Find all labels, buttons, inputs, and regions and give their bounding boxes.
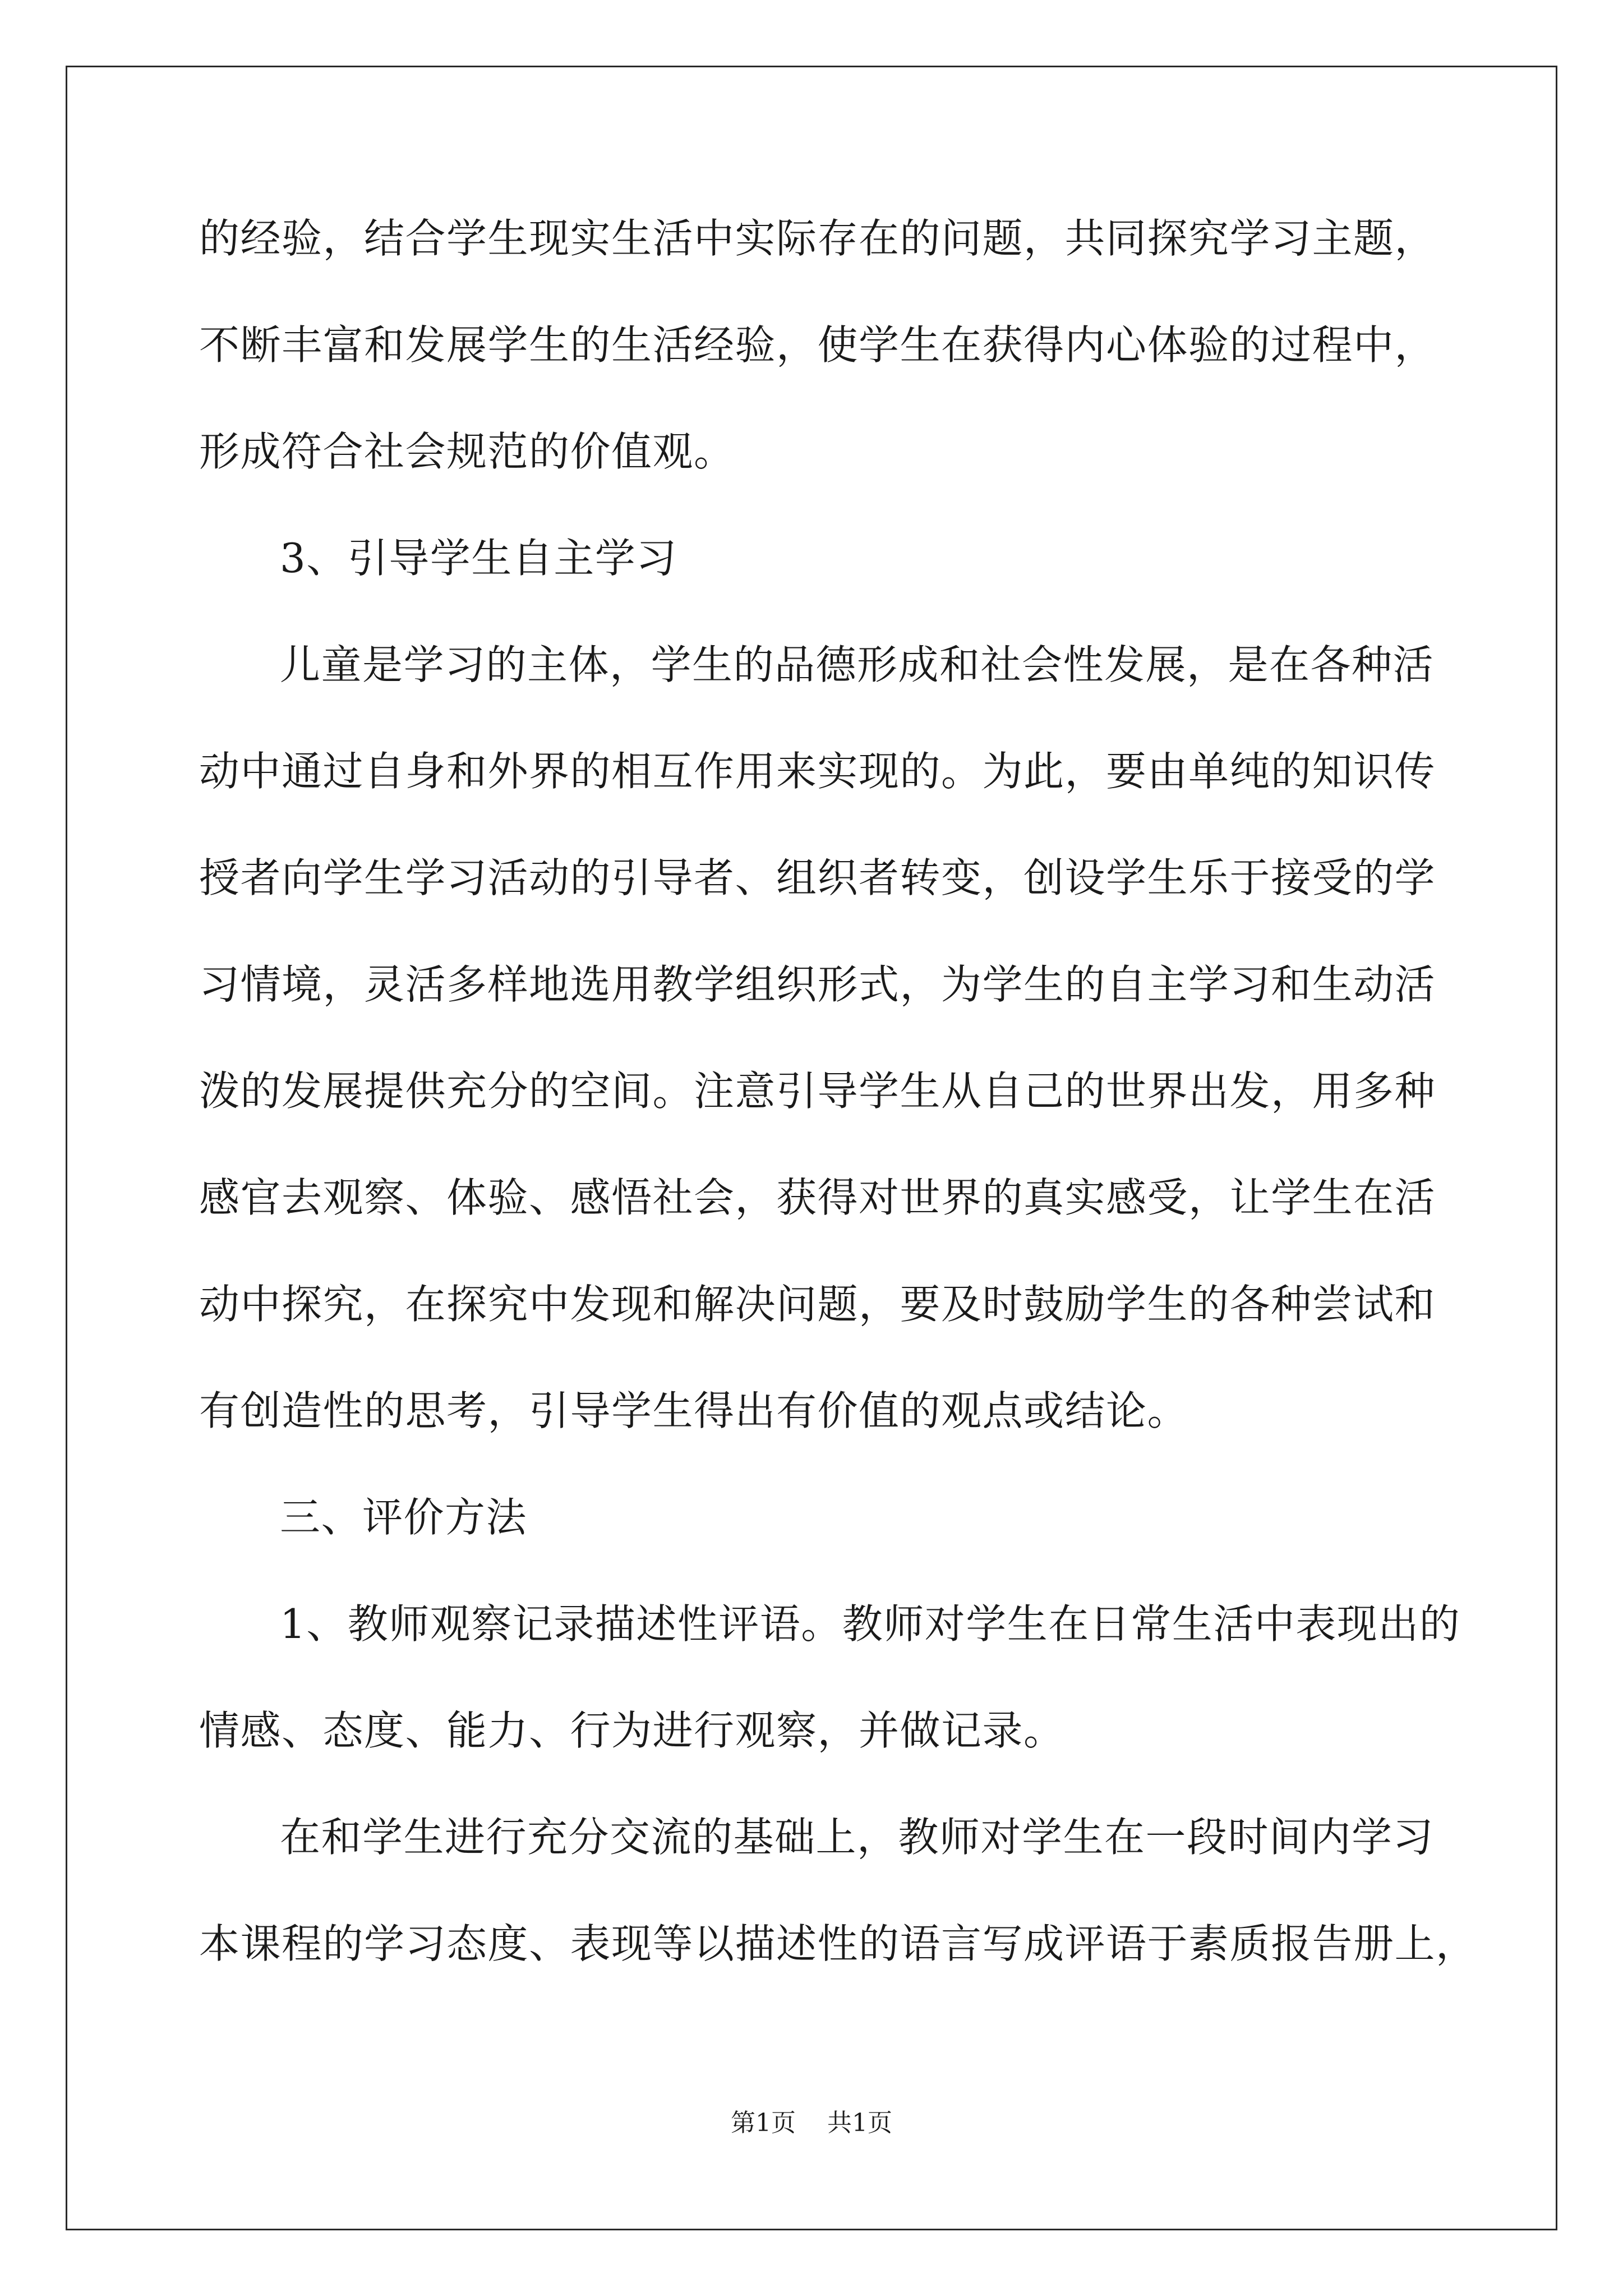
paragraph-line: 有创造性的思考，引导学生得出有价值的观点或结论。 [199,1387,1189,1434]
page-footer [0,2106,1623,2140]
paragraph-line: 泼的发展提供充分的空间。注意引导学生从自己的世界出发，用多种 [199,1068,1436,1115]
paragraph-line: 不断丰富和发展学生的生活经验，使学生在获得内心体验的过程中， [199,321,1436,369]
section-heading: 三、评价方法 [280,1494,528,1541]
paragraph-line: 情感、态度、能力、行为进行观察，并做记录。 [199,1707,1065,1754]
section-heading: 3、引导学生自主学习 [280,535,677,582]
paragraph-line: 1、教师观察记录描述性评语。教师对学生在日常生活中表现出的 [280,1600,1461,1648]
paragraph-line: 本课程的学习态度、表现等以描述性的语言写成评语于素质报告册上， [199,1920,1477,1967]
paragraph-line: 儿童是学习的主体，学生的品德形成和社会性发展，是在各种活 [280,641,1435,688]
paragraph-line: 在和学生进行充分交流的基础上，教师对学生在一段时间内学习 [280,1814,1435,1861]
page-number-current: 第1页 [731,2109,796,2137]
paragraph-line: 习情境，灵活多样地选用教学组织形式，为学生的自主学习和生动活 [199,961,1436,1008]
page-border [66,66,1557,2230]
paragraph-line: 授者向学生学习活动的引导者、组织者转变，创设学生乐于接受的学 [199,854,1436,901]
paragraph-line: 感官去观察、体验、感悟社会，获得对世界的真实感受，让学生在活 [199,1174,1436,1221]
paragraph-line: 的经验，结合学生现实生活中实际存在的问题，共同探究学习主题， [199,215,1436,262]
page-number-total: 共1页 [827,2109,892,2137]
paragraph-line: 动中通过自身和外界的相互作用来实现的。为此，要由单纯的知识传 [199,748,1436,795]
paragraph-line: 动中探究，在探究中发现和解决问题，要及时鼓励学生的各种尝试和 [199,1281,1436,1328]
paragraph-line: 形成符合社会规范的价值观。 [199,428,735,475]
